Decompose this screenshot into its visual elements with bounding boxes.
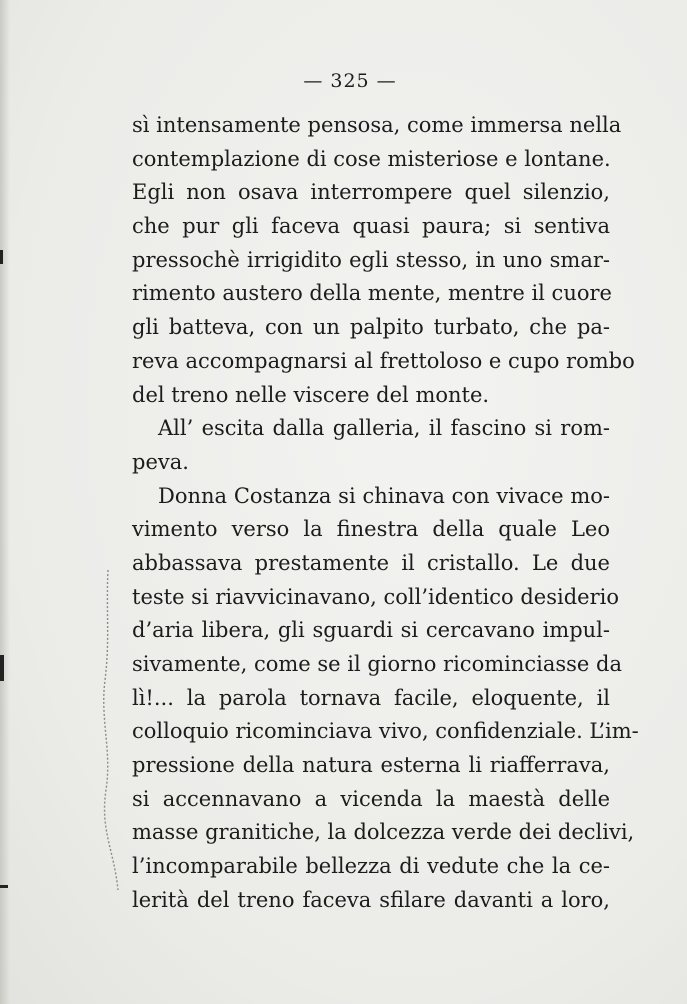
text-line: sì intensamente pensosa, come immersa nella (132, 113, 622, 137)
body-text (132, 109, 639, 918)
text-line: lerità del treno faceva sfilare davanti a loro, (132, 887, 610, 912)
text-line: reva accompagnarsi al frettoloso e cupo rombo (132, 348, 635, 373)
text-line: teste si riavvicinavano, coll’identico desiderio (132, 584, 619, 609)
text-line: masse granitiche, la dolcezza verde dei declivi, (132, 820, 635, 845)
text-line: Egli non osava interrompere quel silenzio, (132, 180, 610, 205)
text-line: Donna Costanza si chinava con vivace mo- (158, 483, 610, 508)
text-line: pressochè irrigidito egli stesso, in uno smar- (132, 247, 610, 272)
page-number: — 325 — (303, 70, 397, 92)
text-line: peva. (132, 449, 189, 474)
text-line: sivamente, come se il giorno ricominciasse da (132, 652, 622, 676)
text-line: del treno nelle viscere del monte. (132, 382, 490, 407)
text-line: lì!... la parola tornava facile, eloquente, il (132, 685, 610, 710)
text-line: si accennavano a vicenda la maestà delle (132, 786, 610, 811)
text-line: gli batteva, con un palpito turbato, che pa- (132, 315, 610, 340)
margin-pencil-mark (100, 570, 122, 890)
text-line: vimento verso la finestra della quale Leo (132, 517, 610, 542)
text-line: l’incomparabile bellezza di vedute che la ce- (132, 854, 610, 879)
text-line: d’aria libera, gli sguardi si cercavano impul- (132, 618, 610, 643)
edge-mark-bottom (0, 885, 8, 888)
text-line: rimento austero della mente, mentre il cuore (132, 281, 612, 306)
text-line: pressione della natura esterna li riafferrava, (132, 753, 610, 778)
text-line: abbassava prestamente il cristallo. Le due (132, 550, 610, 575)
text-line: All’ escita dalla galleria, il fascino si rom- (158, 416, 610, 441)
text-line: colloquio ricominciava vivo, confidenziale. L’im- (132, 719, 639, 744)
page-edge-shadow (0, 0, 10, 1004)
edge-mark-middle (0, 655, 4, 681)
text-line: contemplazione di cose misteriose e lontane. (132, 146, 611, 171)
edge-mark-top (0, 250, 3, 264)
text-line: che pur gli faceva quasi paura; si sentiva (132, 214, 610, 239)
